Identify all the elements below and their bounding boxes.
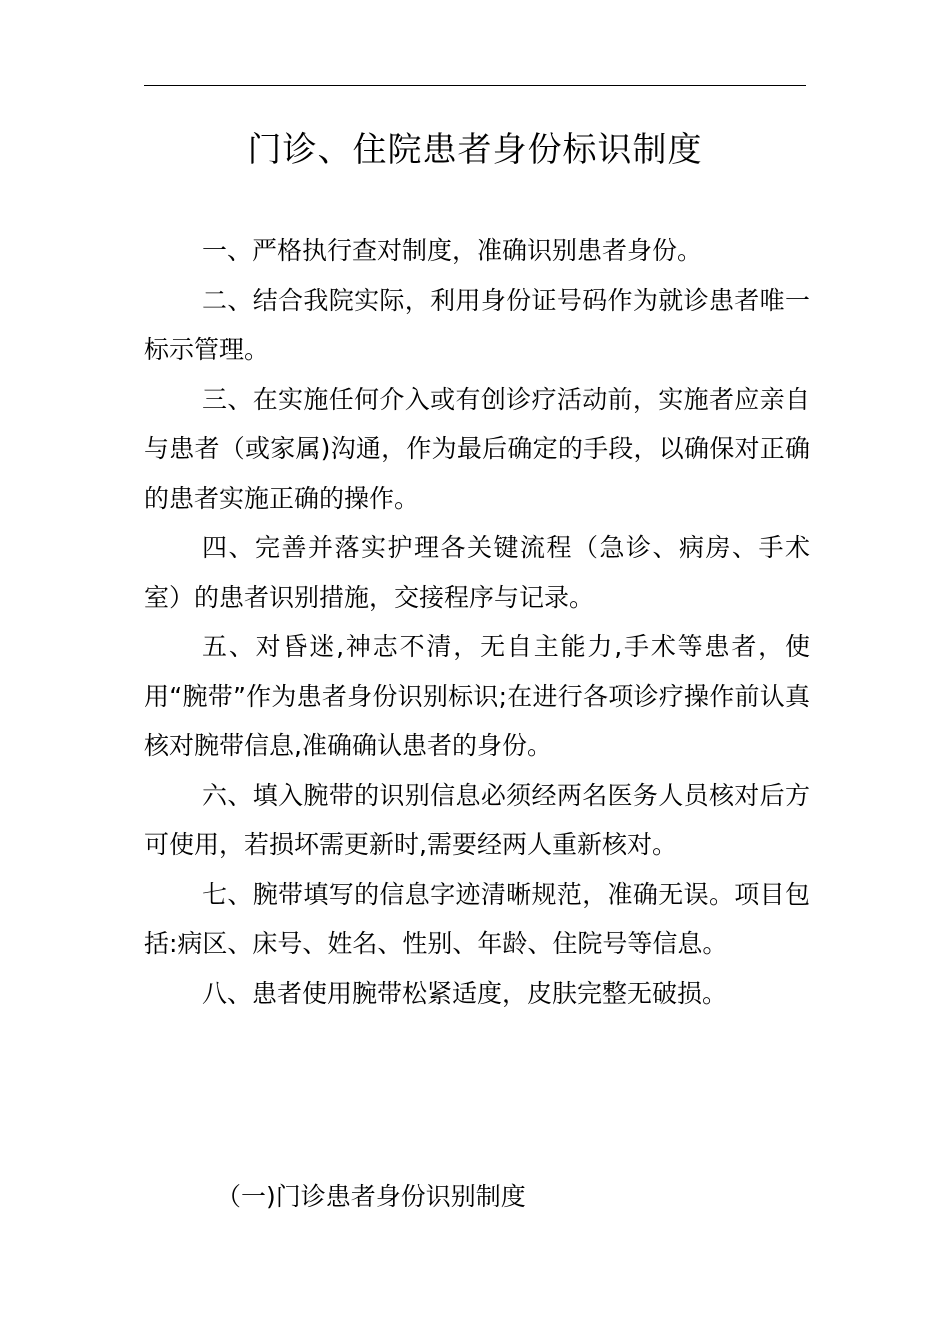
header-rule xyxy=(144,85,806,86)
paragraph-7: 七、腕带填写的信息字迹清晰规范，准确无误。项目包括:病区、床号、姓名、性别、年龄、住院号等信息。 xyxy=(144,879,810,958)
paragraph-2: 二、结合我院实际，利用身份证号码作为就诊患者唯一标示管理。 xyxy=(144,285,810,364)
paragraph-6: 六、填入腕带的识别信息必须经两名医务人员核对后方可使用，若损坏需更新时,需要经两人重新核对。 xyxy=(144,780,810,859)
document-title: 门诊、住院患者身份标识制度 xyxy=(247,130,703,170)
paragraph-3: 三、在实施任何介入或有创诊疗活动前，实施者应亲自与患者（或家属)沟通，作为最后确定的手段，以确保对正确的患者实施正确的操作。 xyxy=(144,384,810,513)
document-body xyxy=(144,226,810,1018)
paragraph-5: 五、对昏迷,神志不清，无自主能力,手术等患者，使用“腕带”作为患者身份识别标识;在进行各项诊疗操作前认真核对腕带信息,准确确认患者的身份。 xyxy=(144,632,810,760)
paragraph-1: 一、严格执行查对制度，准确识别患者身份。 xyxy=(202,236,703,265)
paragraph-4: 四、完善并落实护理各关键流程（急诊、病房、手术室）的患者识别措施，交接程序与记录。 xyxy=(144,533,810,612)
section-sub-heading: （一)门诊患者身份识别制度 xyxy=(216,1182,526,1211)
paragraph-8: 八、患者使用腕带松紧适度，皮肤完整无破损。 xyxy=(202,978,728,1008)
